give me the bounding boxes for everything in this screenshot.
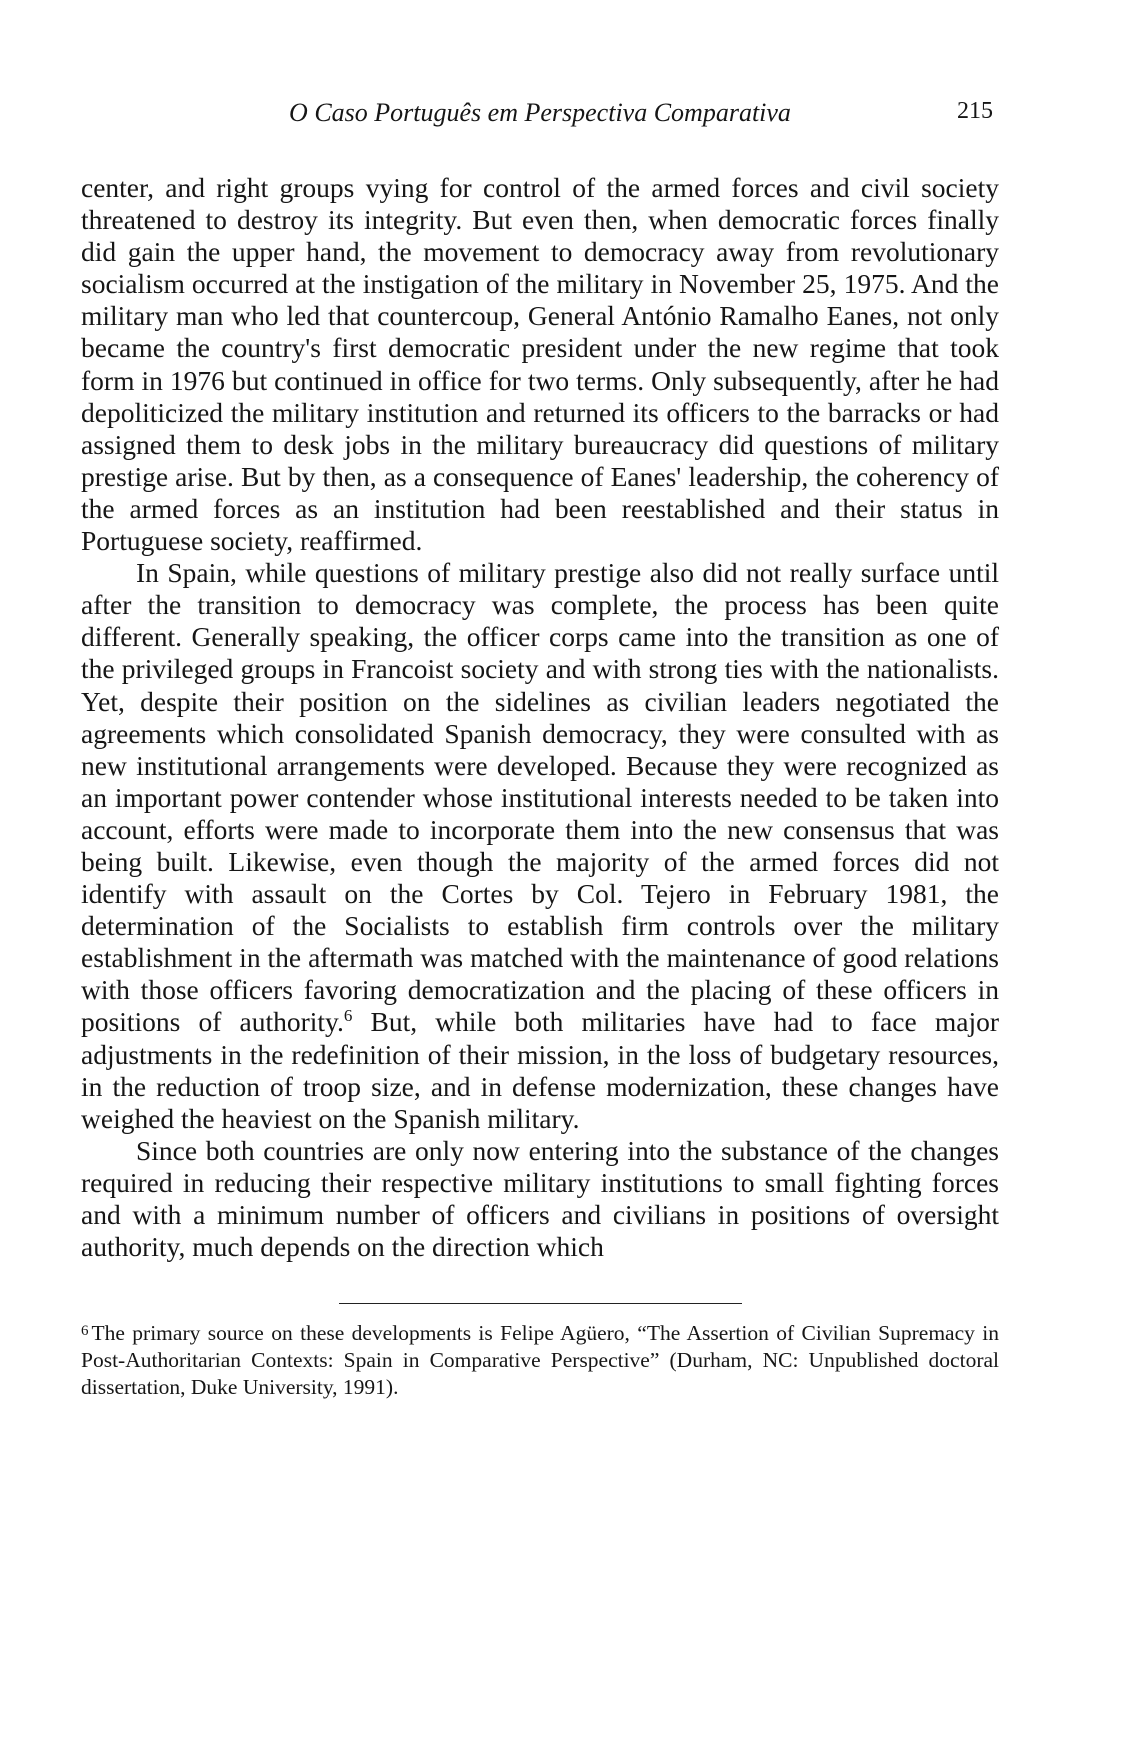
footnote-divider — [339, 1303, 742, 1304]
running-title: O Caso Português em Perspectiva Comparativa — [289, 98, 791, 127]
footnote-reference[interactable]: 6 — [343, 1006, 353, 1026]
footnote-text: The primary source on these developments is Felipe Agüero, “The Assertion of Civilian Supremacy in Post-Authoritarian Contexts: Spain in Comparative Perspective” (Durham, NC: Unpublished doctoral dissertation, Duke University, 1991). — [81, 1321, 999, 1400]
paragraph-text: But, while both militaries have had to face major adjustments in the redefinition of their mission, in the loss of budgetary resources, in the reduction of troop size, and in defense modernization, these changes have weighed the heaviest on the Spanish military. — [81, 1006, 1000, 1134]
footnote-mark: 6 — [81, 1323, 89, 1340]
paragraph-text: center, and right groups vying for control of the armed forces and civil society threatened to destroy its integrity. But even then, when democratic forces finally did gain the upper hand, the movement to democracy away from revolutionary socialism occurred at the instigation of the military in November 25, 1975. And the military man who led that countercoup, General António Ramalho Eanes, not only became the country's first democratic president under the new regime that took form in 1976 but continued in office for two terms. Only subsequently, after he had depoliticized the military institution and returned its officers to the barracks or had assigned them to desk jobs in the military bureaucracy did questions of military prestige arise. But by then, as a consequence of Eanes' leadership, the coherency of the armed forces as an institution had been reestablished and their status in Portuguese society, reaffirmed. — [81, 172, 999, 557]
running-head — [81, 98, 999, 138]
page-number: 215 — [957, 98, 993, 124]
paragraph — [81, 1135, 999, 1263]
footnote — [81, 1318, 999, 1401]
paragraph-text: In Spain, while questions of military prestige also did not really surface until after the transition to democracy was complete, the process has been quite different. Generally speaking, the officer corps came into the transition as one of the privileged groups in Francoist society and with strong ties with the nationalists. Yet, despite their position on the sidelines as civilian leaders negotiated the agreements which consolidated Spanish democracy, they were consulted with as new institutional arrangements were developed. Because they were recognized as an important power contender whose institutional interests needed to be taken into account, efforts were made to incorporate them into the new consensus that was being built. Likewise, even though the majority of the armed forces did not identify with assault on the Cortes by Col. Tejero in February 1981, the determination of the Socialists to establish firm controls over the military establishment in the aftermath was matched with the maintenance of good relations with those officers favoring democratization and the placing of these officers in positions of authority. — [81, 557, 999, 1038]
book-page — [81, 98, 999, 1401]
body-text — [81, 172, 999, 1263]
paragraph — [81, 557, 999, 1135]
paragraph — [81, 172, 999, 557]
paragraph-text: Since both countries are only now entering into the substance of the changes required in reducing their respective military institutions to small fighting forces and with a minimum number of officers and civilians in positions of oversight authority, much depends on the direction which — [81, 1134, 999, 1263]
